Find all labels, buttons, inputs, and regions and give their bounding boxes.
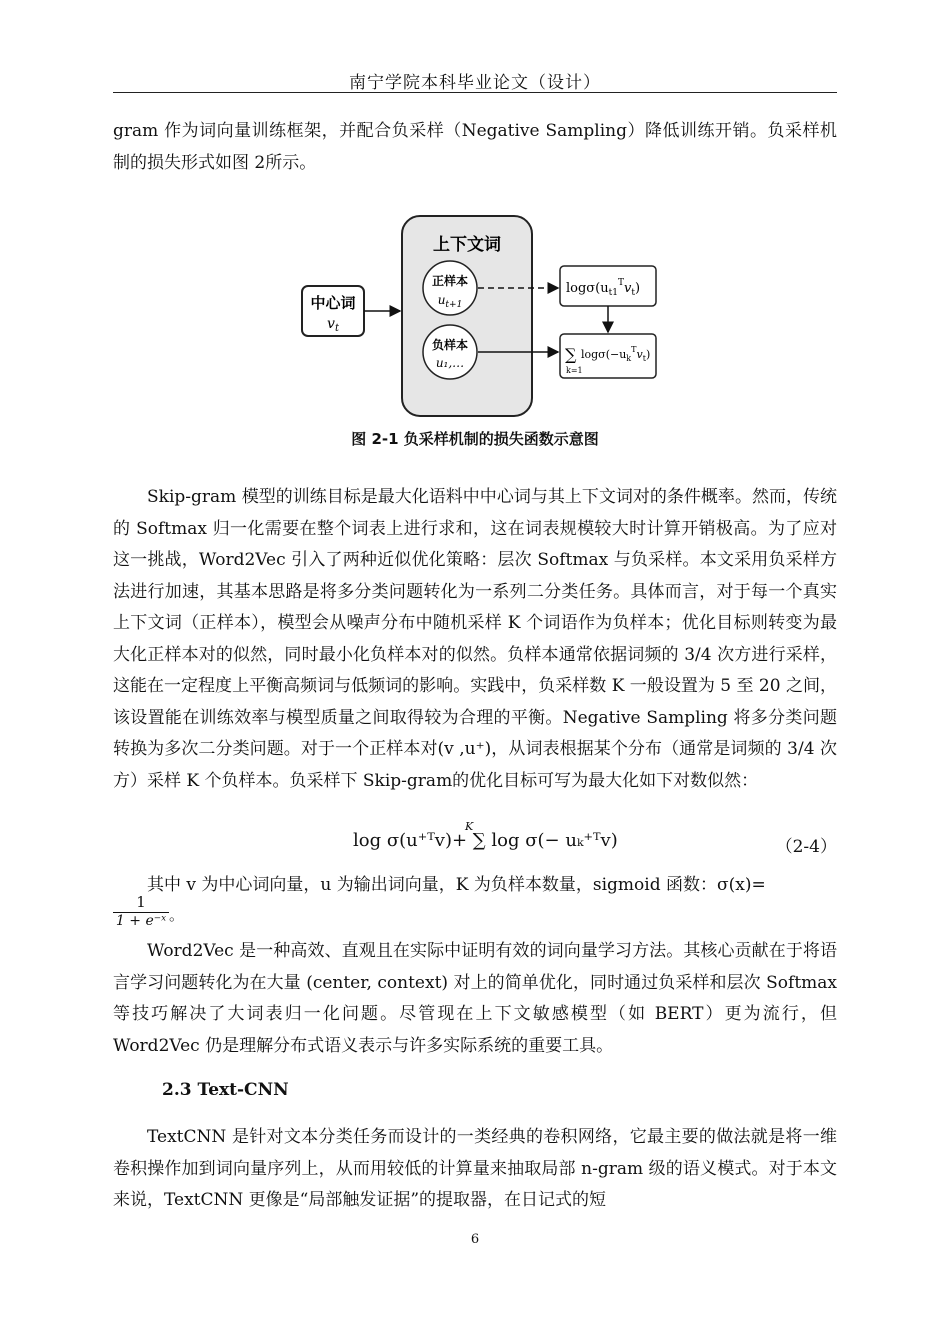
positive-sample-var: $u_{t+1}$ (437, 293, 463, 310)
running-header: 南宁学院本科毕业论文（设计） (349, 73, 601, 93)
negative-formula: $\log\sigma(-u_k^Tv_t)$ (581, 345, 651, 363)
section-heading: 2.3 Text-CNN (162, 1080, 289, 1100)
sigmoid-fraction (113, 893, 169, 929)
negative-sample-var: u₁,… (435, 356, 465, 370)
negative-sum-symbol: ∑ (565, 345, 577, 364)
center-word-var: $v_t$ (327, 316, 339, 334)
paragraph-textcnn: TextCNN 是针对文本分类任务而设计的一类经典的卷积网络，它最主要的做法就是将一维卷积操作加到词向量序列上，从而用较低的计算量来抽取局部 n-gram 级的语义模式。对于本文来说，TextCNN 更像是“局部触发证据”的提取器，在日记式的短 (113, 1127, 837, 1210)
fraction-denominator: 1 + e⁻ˣ (115, 913, 167, 929)
figure-caption: 图 2-1 负采样机制的损失函数示意图 (351, 430, 599, 448)
negative-sampling-figure (298, 212, 670, 422)
positive-sample-label: 正样本 (431, 274, 469, 288)
context-label: 上下文词 (433, 235, 501, 255)
negative-sample-label: 负样本 (431, 338, 469, 352)
header-rule (113, 92, 837, 93)
negative-sample-circle (423, 325, 477, 379)
positive-formula: $\log\sigma(u_{t1}^Tv_t)$ (566, 278, 641, 298)
equation-2-4 (113, 820, 837, 864)
page-number: 6 (470, 1232, 480, 1247)
center-word-label: 中心词 (310, 294, 356, 312)
equation-body: log σ(u⁺ᵀv)+ ∑ log σ(− uₖ⁺ᵀv) (353, 830, 618, 851)
fraction-numerator: 1 (113, 893, 169, 913)
equation-number: （2-4） (775, 837, 837, 857)
negative-sum-bottom: k=1 (566, 366, 583, 375)
paragraph-intro: gram 作为词向量训练框架，并配合负采样（Negative Sampling）降低训练开销。负采样机制的损失形式如图 2所示。 (113, 121, 837, 173)
fraction-tail: 。 (169, 906, 185, 924)
paragraph-skipgram: Skip-gram 模型的训练目标是最大化语料中中心词与其上下文词对的条件概率。然而，传统的 Softmax 归一化需要在整个词表上进行求和，这在词表规模较大时计算开销极高。为了应对这一挑战，Word2Vec 引入了两种近似优化策略：层次 Softmax 与负采样。本文采用负采样方法进行加速，其基本思路是将多分类问题转化为一系列二分类任务。具体而言，对于每一个真实上下文词（正样本），模型会从噪声分布中随机采样 K 个词语作为负样本；优化目标则转变为最大化正样本对的似然，同时最小化负样本对的似然。负样本通常依据词频的 3/4 次方进行采样，这能在一定程度上平衡高频词与低频词的影响。实践中，负采样数 K 一般设置为 5 至 20 之间，该设置能在训练效率与模型质量之间取得较为合理的平衡。Negative Sampling 将多分类问题转换为多次二分类问题。对于一个正样本对(v ,u⁺)，从词表根据某个分布（通常是词频的 3/4 次方）采样 K 个负样本。负采样下 Skip-gram的优化目标可写为最大化如下对数似然： (113, 487, 837, 791)
equation-sum-top: K (465, 820, 474, 833)
paragraph-notation: 其中 v 为中心词向量，u 为输出词向量，K 为负样本数量，sigmoid 函数：σ(x)= (147, 875, 766, 895)
paragraph-word2vec: Word2Vec 是一种高效、直观且在实际中证明有效的词向量学习方法。其核心贡献在于将语言学习问题转化为在大量 (center, context) 对上的简单优化，同时通过负采样和层次 Softmax 等技巧解决了大词表归一化问题。尽管现在上下文敏感模型（如 BERT）更为流行，但 Word2Vec 仍是理解分布式语义表示与许多实际系统的重要工具。 (113, 941, 837, 1056)
